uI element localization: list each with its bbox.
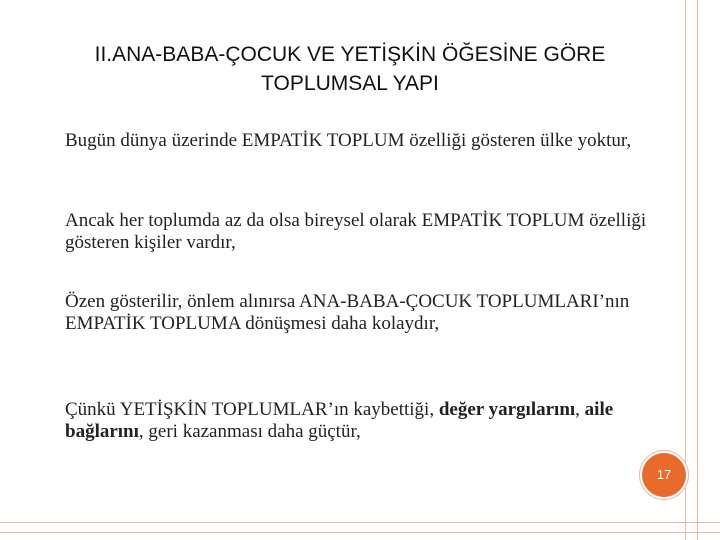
slide-title-line-1: II.ANA-BABA-ÇOCUK VE YETİŞKİN ÖĞESİNE GÖRE: [94, 43, 606, 66]
bullet-item: [40, 291, 670, 399]
frame-line-bottom-outer: [0, 532, 720, 533]
slide-title: [30, 40, 670, 98]
bullet-text: Bugün dünya üzerinde EMPATİK TOPLUM özelliği gösteren ülke yoktur,: [65, 130, 632, 151]
bullet-text-post: , geri kazanması daha güçtür,: [138, 421, 361, 442]
bullet-text-bold-family: aile bağlarını: [65, 399, 614, 442]
frame-line-right-outer: [697, 0, 698, 540]
bullet-text-mid: ,: [575, 399, 585, 420]
frame-line-right-inner: [685, 0, 686, 540]
bullet-item: [40, 210, 670, 291]
bullet-list: [40, 130, 670, 443]
bullet-text: Özen gösterilir, önlem alınırsa ANA-BABA-ÇOCUK TOPLUMLARI’nın EMPATİK TOPLUMA dönüşmesi daha kolaydır,: [65, 291, 630, 334]
page-number-badge: 17: [640, 451, 688, 499]
slide-title-line-2: TOPLUMSAL YAPI: [261, 72, 439, 95]
bullet-text: Ancak her toplumda az da olsa bireysel olarak EMPATİK TOPLUM özelliği gösteren kişiler vardır,: [65, 210, 647, 253]
bullet-text-pre: Çünkü YETİŞKİN TOPLUMLAR’ın kaybettiği,: [65, 399, 439, 420]
bullet-text-bold-values: değer yargılarını: [438, 399, 576, 420]
bullet-item: [40, 130, 670, 210]
frame-line-bottom-inner: [0, 522, 720, 523]
bullet-item: [40, 399, 670, 443]
